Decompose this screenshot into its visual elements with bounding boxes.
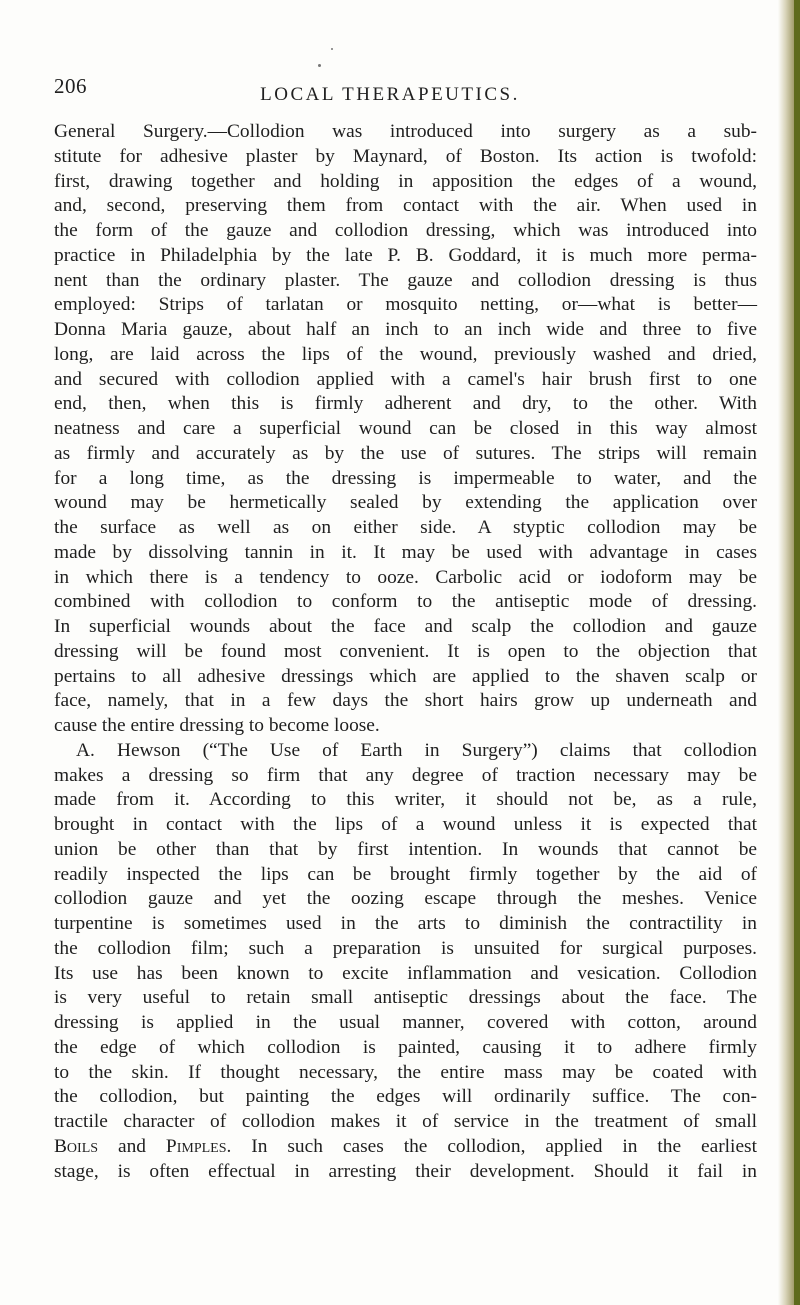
text-line: In superficial wounds about the face and scalp the collodion and gauze	[54, 616, 757, 637]
text-line: as firmly and accurately as by the use of sutures. The strips will remain	[54, 442, 757, 464]
text-line: employed: Strips of tarlatan or mosquito netting, or—what is better—	[54, 294, 757, 316]
text-line: pertains to all adhesive dressings which are applied to the shaven scalp or	[54, 665, 757, 687]
text-line: nent than the ordinary plaster. The gauze and collodion dressing is thus	[54, 269, 757, 291]
text-line: turpentine is sometimes used in the arts to diminish the contractility in	[54, 913, 757, 934]
text-line: the collodion, but painting the edges will ordinarily suffice. The con-	[54, 1086, 757, 1108]
term-boils: Boils	[54, 1135, 99, 1157]
running-head: LOCAL THERAPEUTICS.	[260, 84, 520, 105]
body-text	[54, 120, 757, 1184]
paragraph-general-surgery	[54, 120, 757, 739]
line-remainder: . In such cases the collodion, applied in the earliest	[226, 1135, 757, 1157]
text-line: neatness and care a superficial wound can be closed in this way almost	[54, 418, 757, 439]
page-number: 206	[54, 74, 87, 98]
text-line: end, then, when this is firmly adherent and dry, to the other. With	[54, 393, 757, 415]
text-line: collodion gauze and yet the oozing escape through the meshes. Venice	[54, 888, 757, 910]
text-line: the form of the gauze and collodion dressing, which was introduced into	[54, 220, 757, 241]
text-line: Its use has been known to excite inflammation and vesication. Collodion	[54, 962, 757, 984]
text-line: the surface as well as on either side. A styptic collodion may be	[54, 517, 757, 538]
text-line: made by dissolving tannin in it. It may be used with advantage in cases	[54, 541, 757, 563]
text-line: is very useful to retain small antiseptic dressings about the face. The	[54, 987, 757, 1009]
text-line: A. Hewson (“The Use of Earth in Surgery”) claims that collodion	[76, 739, 757, 761]
text-line-final: stage, is often effectual in arresting their development. Should it fail in	[54, 1160, 757, 1182]
text-line: union be other than that by first intention. In wounds that cannot be	[54, 838, 757, 860]
text-line: practice in Philadelphia by the late P. B. Goddard, it is much more perma-	[54, 244, 757, 266]
text-line: makes a dressing so firm that any degree of traction necessary may be	[54, 764, 757, 786]
text-line: long, are laid across the lips of the wound, previously washed and dried,	[54, 343, 757, 365]
text-line: dressing is applied in the usual manner, covered with cotton, around	[54, 1012, 757, 1033]
text-line: and, second, preserving them from contact with the air. When used in	[54, 195, 757, 217]
text-line: to the skin. If thought necessary, the entire mass may be coated with	[54, 1061, 757, 1083]
connector-text: and	[98, 1135, 166, 1157]
text-line: Donna Maria gauze, about half an inch to an inch wide and three to five	[54, 319, 757, 340]
text-line: wound may be hermetically sealed by extending the application over	[54, 492, 757, 514]
text-line: stitute for adhesive plaster by Maynard, of Boston. Its action is twofold:	[54, 145, 757, 167]
paper-speck	[331, 48, 333, 50]
text-line: General Surgery.—Collodion was introduced into surgery as a sub-	[54, 121, 757, 142]
text-line: combined with collodion to conform to the antiseptic mode of dressing.	[54, 591, 757, 613]
text-line: for a long time, as the dressing is impermeable to water, and the	[54, 467, 757, 489]
text-line-boils-pimples	[54, 1135, 757, 1160]
text-line: and secured with collodion applied with a camel's hair brush first to one	[54, 368, 757, 390]
term-pimples: Pimples	[165, 1135, 227, 1157]
paragraph-hewson	[54, 739, 757, 1135]
text-line: the collodion film; such a preparation is unsuited for surgical purposes.	[54, 937, 757, 959]
text-line: in which there is a tendency to ooze. Carbolic acid or iodoform may be	[54, 566, 757, 588]
text-line: readily inspected the lips can be brought firmly together by the aid of	[54, 863, 757, 885]
binding-edge	[794, 0, 800, 1305]
text-line: made from it. According to this writer, it should not be, as a rule,	[54, 789, 757, 811]
text-line: tractile character of collodion makes it of service in the treatment of small	[54, 1111, 757, 1132]
paper-speck	[318, 64, 321, 67]
text-line: face, namely, that in a few days the short hairs grow up underneath and	[54, 690, 757, 712]
text-line: first, drawing together and holding in apposition the edges of a wound,	[54, 170, 757, 192]
text-line: cause the entire dressing to become loose.	[54, 715, 380, 736]
text-line: dressing will be found most convenient. It is open to the objection that	[54, 640, 757, 662]
text-line: the edge of which collodion is painted, causing it to adhere firmly	[54, 1036, 757, 1058]
text-line: brought in contact with the lips of a wound unless it is expected that	[54, 814, 757, 835]
